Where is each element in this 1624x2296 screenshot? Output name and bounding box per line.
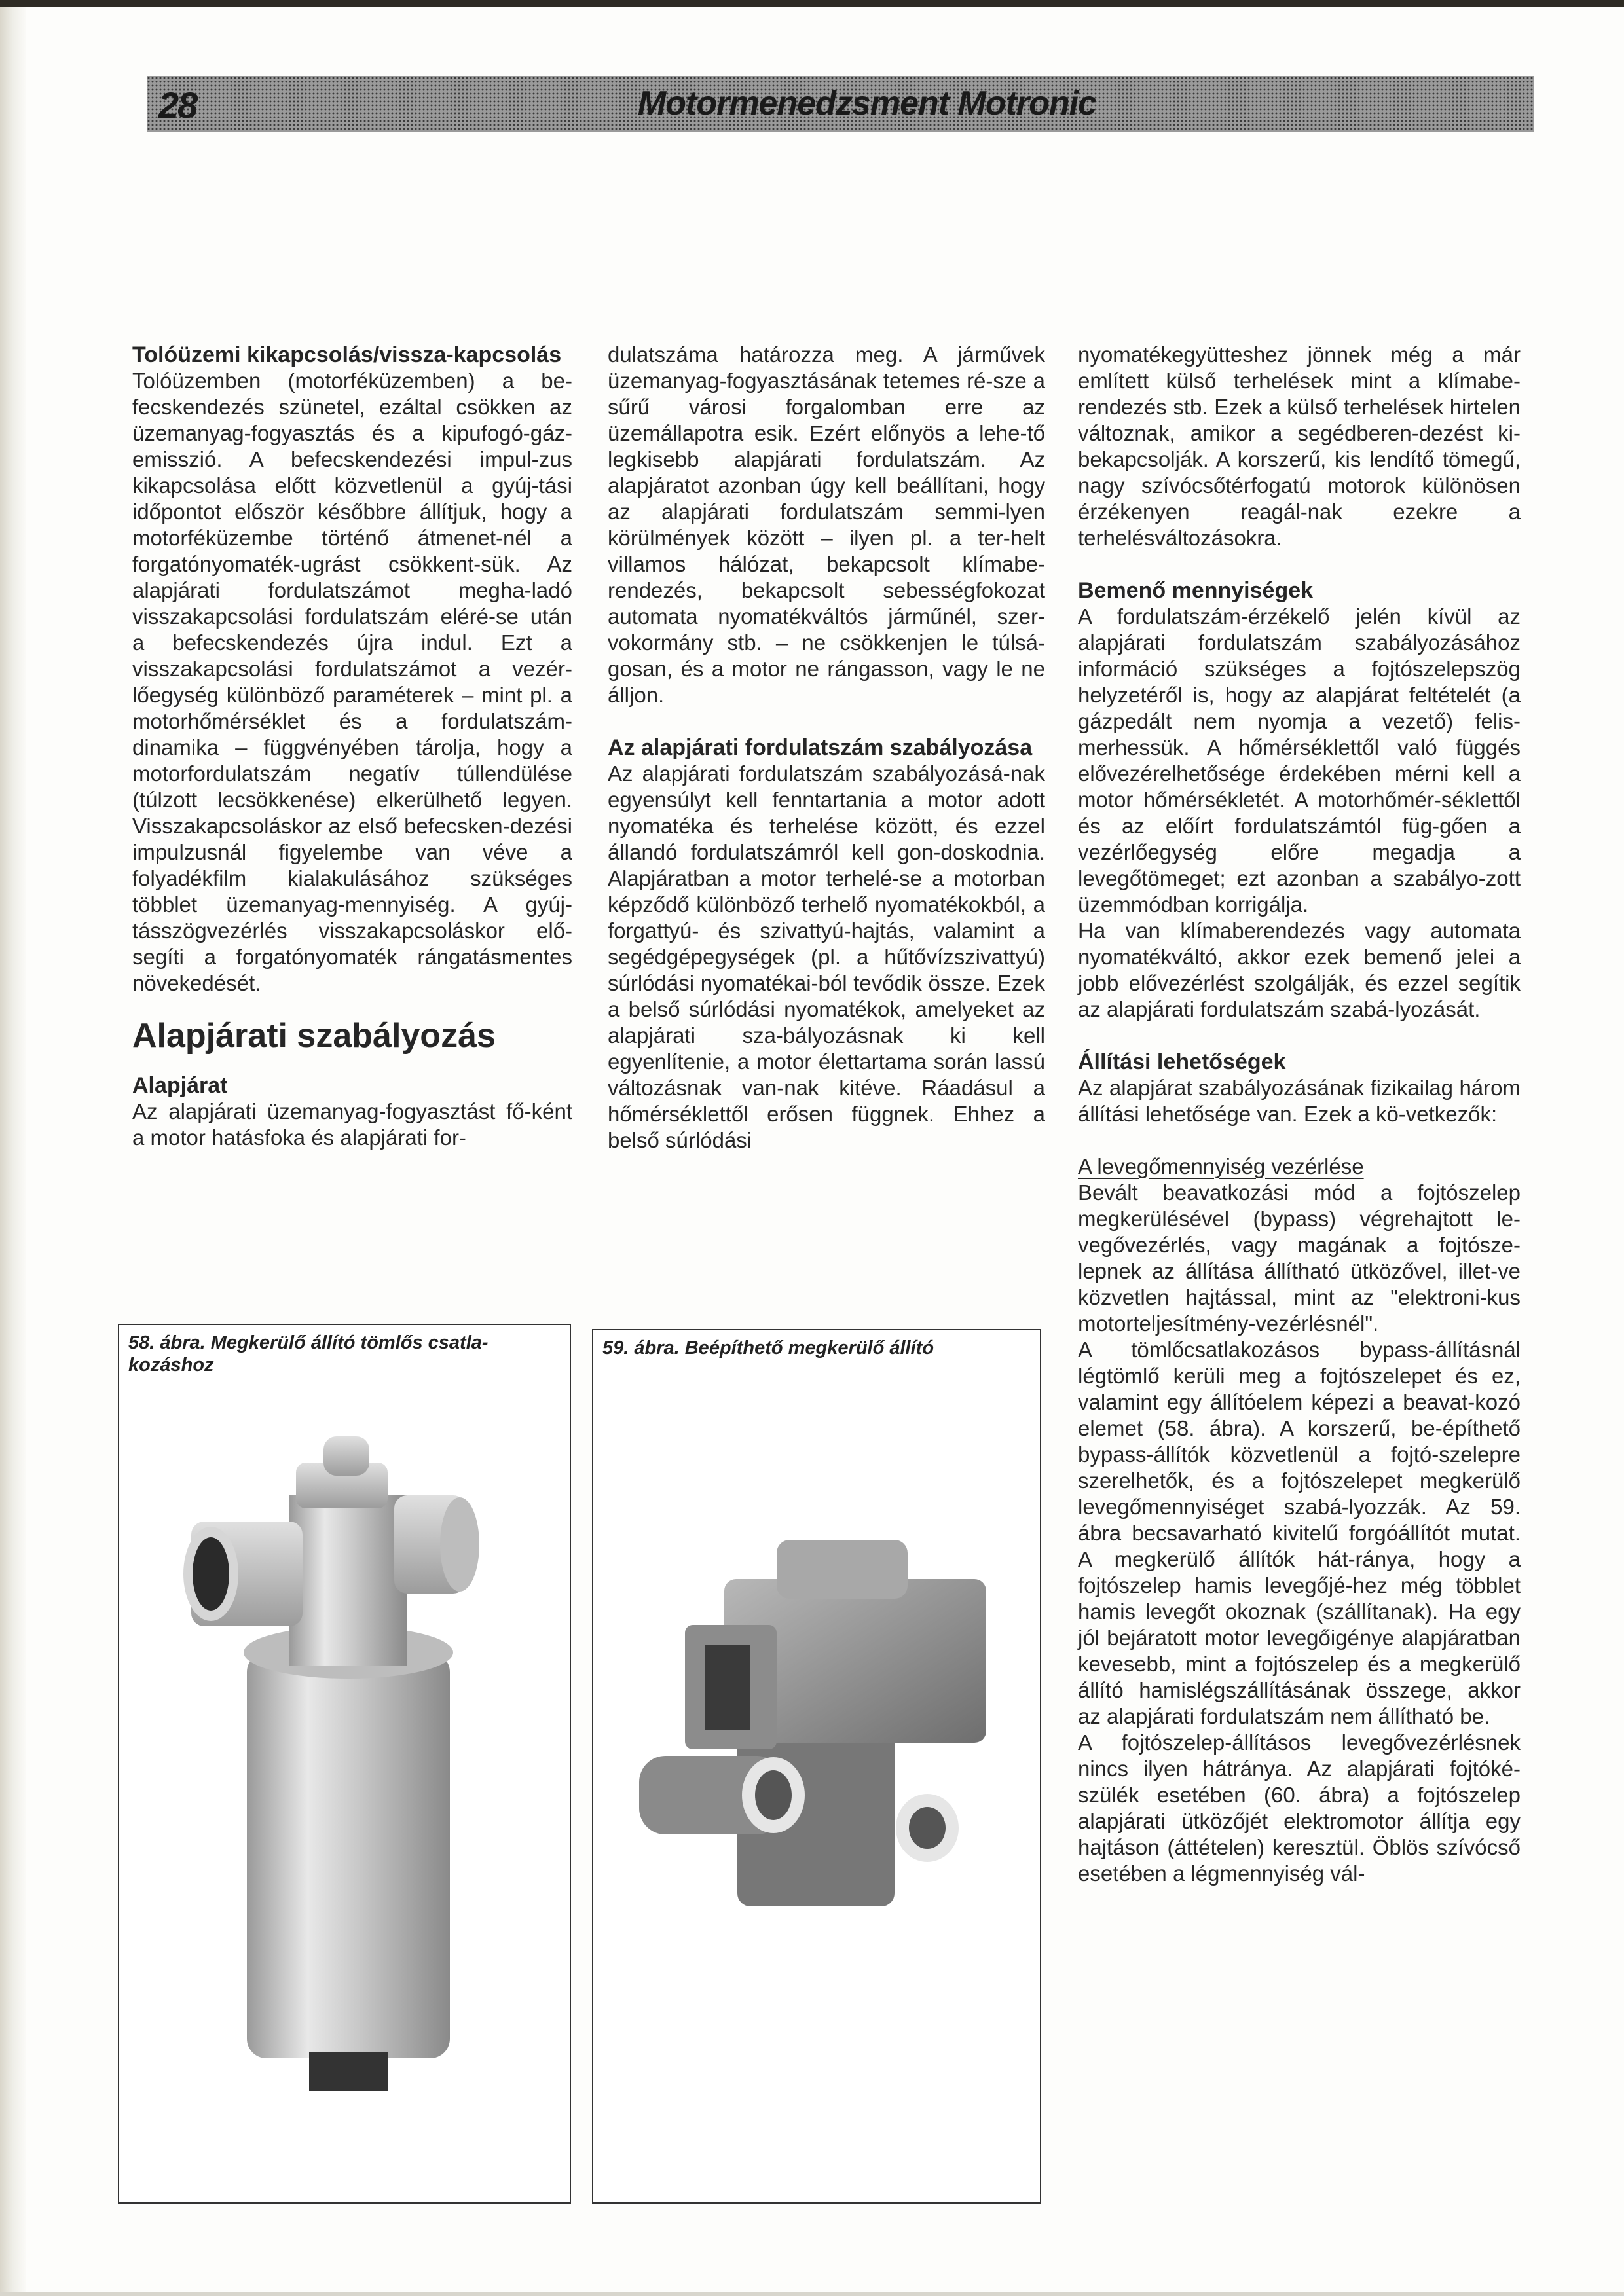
- figure-59: [592, 1329, 1041, 2204]
- running-header: [147, 76, 1534, 132]
- paragraph: Tolóüzemben (motorféküzemben) a be-fecskendezés szünetel, ezáltal csökken az üzemanyag-fogyasztás és a kipufogó-gáz-emisszió. A befecskendezési impul-zus kikapcsolása előtt közvetlenül a gyúj-tási időpontot először későbbre állítjuk, hogy a motorféküzembe történő átmenet-nél a forgatónyomaték-ugrást csökkent-sük. Az alapjárati fordulatszámot megha-ladó visszakapcsolási fordulatszám eléré-se után a befecskendezés újra indul. Ezt a visszakapcsolási fordulatszámot a vezér-lőegység különböző paraméterek – mint pl. a motorhőmérséklet és a fordulatszám-dinamika – függvényében tárolja, hogy a motorfordulatszám negatív túllendülése (túlzott lecsökkenése) elkerülhető legyen. Visszakapcsoláskor az első befecsken-dezési impulzusnál figyelembe van véve a folyadékfilm kialakulásához szükséges többlet üzemanyag-mennyiség. A gyúj-tásszögvezérlés visszakapcsoláskor elő-segíti a forgatónyomaték rángatásmentes növekedését.: [132, 369, 572, 995]
- figure-58: [118, 1324, 571, 2204]
- figure-caption: 59. ábra. Beépíthető megkerülő állító: [602, 1338, 934, 1358]
- bypass-actuator-hose-photo: [152, 1436, 545, 2104]
- subheading-overrun-cutoff: Tolóüzemi kikapcsolás/vissza-kapcsolás: [132, 342, 562, 367]
- paragraph: nyomatékegyütteshez jönnek még a már említett külső terhelések mint a klímabe-rendezés stb. Ezek a külső terhelések hirtelen változnak, amikor a segédberen-dezést ki-bekapcsolják. A korszerű, kis lendítő tömegű, nagy szívócsőtérfogatú motorok különösen érzékenyen reagál-nak ezekre a terhelésváltozásokra.: [1078, 342, 1521, 550]
- underlined-heading-air-control: A levegőmennyiség vezérlése: [1078, 1154, 1364, 1178]
- paragraph: Bevált beavatkozási mód a fojtószelep megkerülésével (bypass) végrehajtott le-vegővezérlés, vagy magának a fojtósze-lepnek az állítása állítható ütközővel, illet-ve közvetlen hajtással, mint az "elektroni-kus motorteljesítmény-vezérlésnél".: [1078, 1180, 1521, 1336]
- scan-edge-left: [0, 7, 26, 2296]
- paragraph: A fojtószelep-állításos levegővezérlésnek nincs ilyen hátránya. Az alapjárati fojtóké-szülék esetében (60. ábra) a fojtószelep alapjárati ütközőjét elektromotor állítja egy hajtáson (áttételen) keresztül. Öblös szívócső esetében a légmennyiség vál-: [1078, 1730, 1521, 1886]
- text-column-2: [608, 342, 1045, 1154]
- paragraph: Az alapjárat szabályozásának fizikailag három állítási lehetősége van. Ezek a kö-vetkezők:: [1078, 1076, 1521, 1126]
- paragraph: A tömlőcsatlakozásos bypass-állításnál légtömlő kerüli meg a fojtószelepet és ez, valamint egy állítóelem képezi a beavat-kozó elemet (58. ábra). A korszerű, be-építhető bypass-állítók közvetlenül a fojtó-szelepre szerelhetők, és a fojtószelepet megkerülő levegőmennyiséget szabá-lyozzák. Az 59. ábra becsavarható kivitelű forgóállítót mutat. A megkerülő állítók hát-ránya, hogy a fojtószelep hamis levegőjé-hez még többlet hamis levegőt okoznak (szállítanak). Ha egy jól bejáratott motor levegőigénye alapjáratban kevesebb, mint a fojtószelep és a megkerülő állító hamislégszállításának összege, akkor az alapjárati fordulatszám nem állítható be.: [1078, 1338, 1521, 1728]
- scan-edge-bottom: [0, 2292, 1624, 2296]
- figure-caption: 58. ábra. Megkerülő állító tömlős csatla-kozáshoz: [128, 1332, 489, 1376]
- section-title-idle-control: Alapjárati szabályozás: [132, 1017, 496, 1055]
- built-in-bypass-actuator-photo: [619, 1540, 1012, 1920]
- running-title: Motormenedzsment Motronic: [637, 84, 1097, 122]
- paragraph: dulatszáma határozza meg. A járművek üzemanyag-fogyasztásának tetemes ré-sze a sűrű városi forgalomban erre az üzemállapotra esik. Ezért előnyös a lehe-tő legkisebb alapjárati fordulatszám. Az alapjáratot azonban úgy kell beállítani, hogy az alapjárati fordulatszám semmi-lyen körülmények között – ilyen pl. a ter-helt villamos hálózat, bekapcsolt klímabe-rendezés, bekapcsolt sebességfokozat automata nyomatékváltós járműnél, szer-vokormány stb. – ne csökkenjen le túlsá-gosan, és a motor ne rángasson, vagy le ne álljon.: [608, 342, 1045, 707]
- subheading-input-quantities: Bemenő mennyiségek: [1078, 578, 1314, 603]
- paragraph: Ha van klímaberendezés vagy automata nyomatékváltó, akkor ezek bemenő jelei a jobb elővezérlést szolgálják, és ezzel segítik az alapjárati fordulatszám szabá-lyozását.: [1078, 919, 1521, 1021]
- text-column-3: [1078, 342, 1521, 1887]
- paragraph: Az alapjárati fordulatszám szabályozásá-nak egyensúlyt kell fenntartania a motor adott nyomatéka és terhelése között, és ezzel állandó fordulatszámról kell gon-doskodnia. Alapjáratban a motor terhelé-se a motorban képződő különböző terhelő nyomatékokból, a forgattyú- és szivattyú-hajtás, valamint a segédgépegységek (pl. a hűtővízszivattyú) súrlódási nyomatékai-ból tevődik össze. Ezek a belső súrlódási nyomatékok, amelyeket az alapjárati sza-bályozásnak ki kell egyenlítenie, a motor élettartama során lassú változásnak van-nak kitéve. Ráadásul a hőmérséklettől erősen függnek. Ehhez a belső súrlódási: [608, 761, 1045, 1152]
- page-number: 28: [158, 84, 197, 126]
- subheading-idle-speed-control: Az alapjárati fordulatszám szabályozása: [608, 735, 1033, 760]
- text-column-1: [132, 342, 572, 1151]
- subheading-adjustment-options: Állítási lehetőségek: [1078, 1049, 1286, 1074]
- paragraph: A fordulatszám-érzékelő jelén kívül az alapjárati fordulatszám szabályozásához információ szükséges a fojtószelepszög helyzetéről is, hogy az alapjárat feltételét (a gázpedált nem nyomja a vezető) felis-merhessük. A hőmérséklettől való függés elővezérelhetősége érdekében mérni kell a motor hőmérsékletét. A motorhőmér-séklettől és az előírt fordulatszámtól füg-gően a vezérlőegység előre megadja a levegőtömeget; ezt azonban a szabályo-zott üzemmódban korrigálja.: [1078, 604, 1521, 917]
- scan-edge-top: [0, 0, 1624, 7]
- subheading-idle: Alapjárat: [132, 1073, 228, 1098]
- paragraph: Az alapjárati üzemanyag-fogyasztást fő-ként a motor hatásfoka és alapjárati for-: [132, 1099, 572, 1150]
